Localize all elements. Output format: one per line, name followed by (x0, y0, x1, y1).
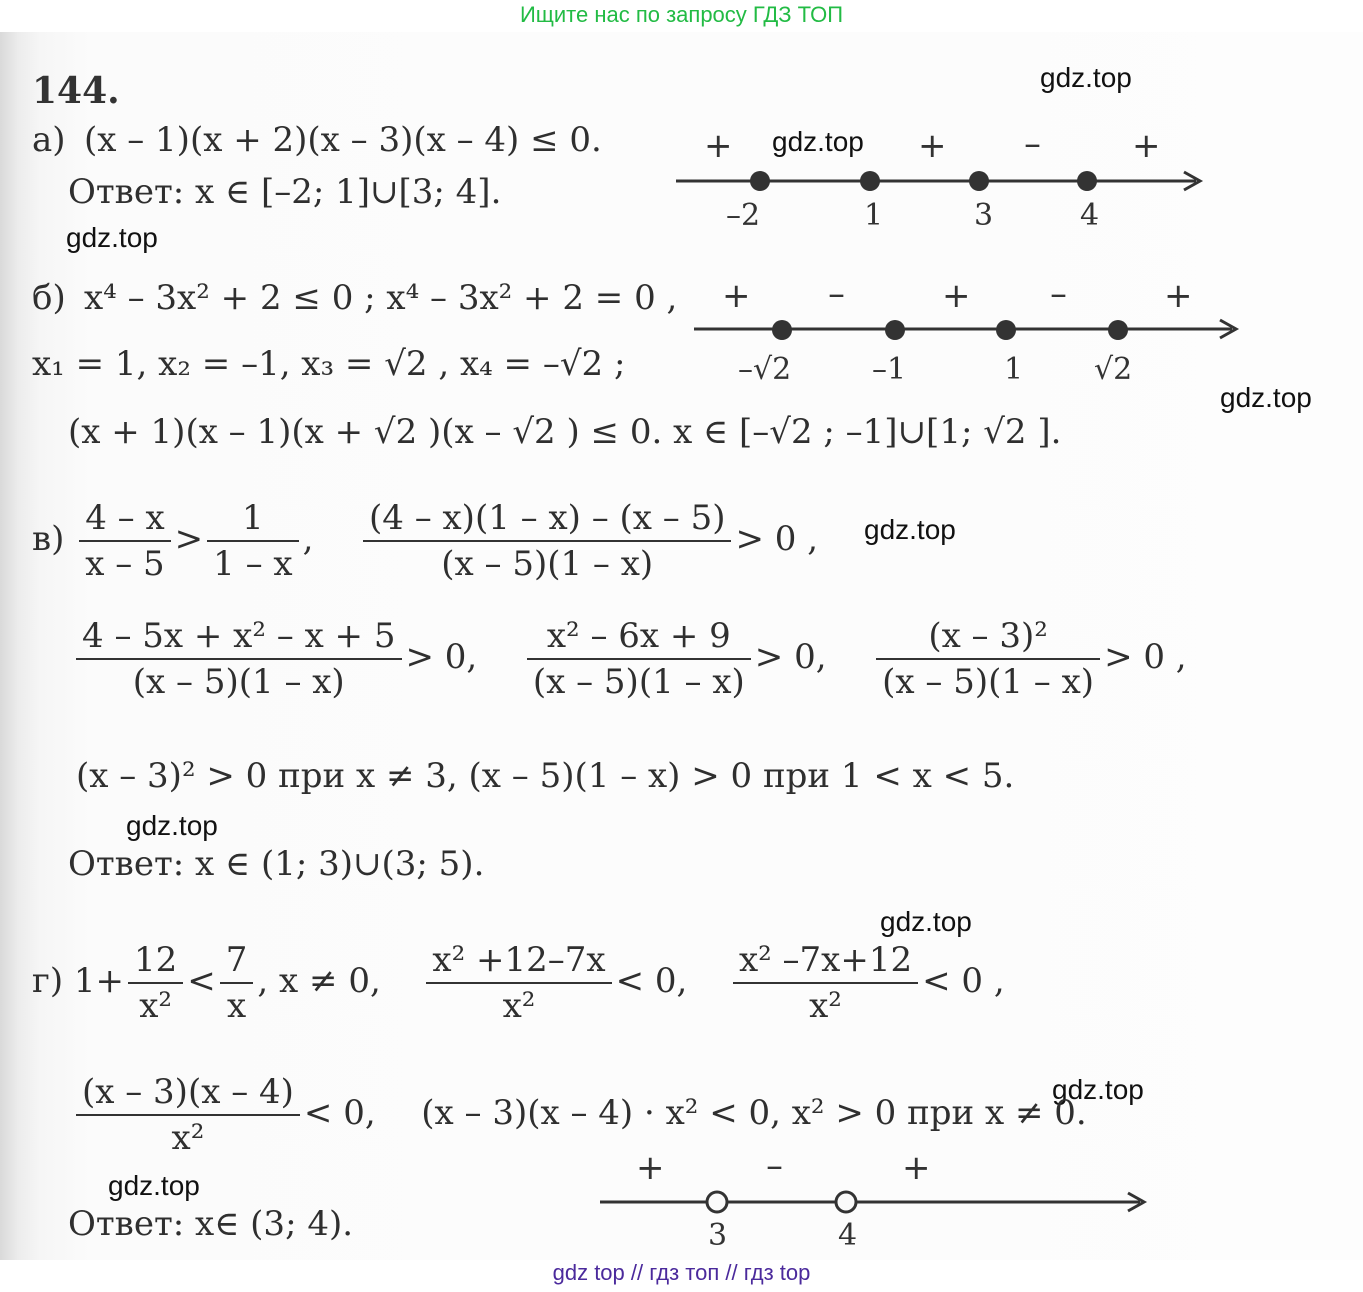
sign-a-1: + (704, 126, 733, 166)
fraction (363, 496, 731, 586)
numerator: x² –7x+12 (733, 938, 918, 984)
number-line-a (676, 168, 1216, 198)
part-v-line1 (32, 494, 818, 586)
part-v-label: в) (32, 519, 65, 559)
fraction (220, 938, 254, 1028)
fraction (76, 614, 402, 704)
point-b-2: –1 (872, 352, 907, 387)
numerator: x² – 6x + 9 (527, 614, 751, 660)
numerator: x² +12–7x (426, 938, 611, 984)
denominator: x² (502, 986, 536, 1026)
operator: > 0, (754, 637, 827, 677)
comma: , (302, 519, 314, 559)
fraction (76, 1070, 300, 1160)
bottom-banner: gdz top // гдз топ // гдз top (552, 1260, 811, 1285)
point-b-4: √2 (1094, 352, 1133, 387)
point-g-1: 3 (708, 1218, 728, 1253)
sign-b-4: – (1050, 274, 1067, 314)
denominator: x² (139, 986, 173, 1026)
operator: > 0 , (1104, 637, 1187, 677)
watermark: gdz.top (880, 906, 972, 937)
part-b-label: б) (32, 278, 66, 318)
watermark: gdz.top (66, 222, 158, 253)
term: 1+ (73, 961, 125, 1001)
operator: < 0, (615, 961, 688, 1001)
operator: > (174, 519, 204, 559)
fraction (527, 614, 751, 704)
fraction (733, 938, 918, 1028)
fraction (79, 496, 170, 586)
watermark: gdz.top (772, 126, 864, 157)
part-g-line1 (32, 936, 1005, 1028)
point-a-3: 3 (974, 198, 994, 233)
point-g-2: 4 (838, 1218, 858, 1253)
part-b-line2: x₁ = 1, x₂ = –1, x₃ = √2 , x₄ = –√2 ; (32, 344, 626, 384)
part-v-answer: Ответ: x ∈ (1; 3)∪(3; 5). (68, 844, 485, 884)
denominator: (x – 5)(1 – x) (882, 662, 1095, 702)
denominator: x – 5 (85, 544, 165, 584)
part-v-line3: (x – 3)² > 0 при x ≠ 3, (x – 5)(1 – x) > 0 при 1 < x < 5. (76, 756, 1015, 796)
sign-a-3: – (1024, 124, 1041, 164)
sign-b-1: + (722, 276, 751, 316)
watermark: gdz.top (1052, 1074, 1144, 1105)
numerator: 7 (220, 938, 254, 984)
denominator: (x – 5)(1 – x) (532, 662, 745, 702)
fraction (426, 938, 611, 1028)
part-g-label: г) (32, 961, 64, 1001)
sign-a-4: + (1132, 126, 1161, 166)
denominator: (x – 5)(1 – x) (132, 662, 345, 702)
numerator: 1 (207, 496, 298, 542)
numerator: (4 – x)(1 – x) – (x – 5) (363, 496, 731, 542)
point-a-1: –2 (726, 198, 761, 233)
top-banner: Ищите нас по запросу ГДЗ ТОП (519, 2, 844, 27)
point-a-2: 1 (864, 198, 884, 233)
number-line-b (694, 316, 1244, 346)
operator: < 0, (303, 1093, 376, 1133)
sign-b-5: + (1164, 276, 1193, 316)
numerator: 4 – x (79, 496, 170, 542)
denominator: x² (809, 986, 842, 1026)
denominator: 1 – x (213, 544, 293, 584)
part-a-inequality: (x – 1)(x + 2)(x – 3)(x – 4) ≤ 0. (84, 120, 602, 160)
part-b-line3: (x + 1)(x – 1)(x + √2 )(x – √2 ) ≤ 0. x ∈ [–√2 ; –1]∪[1; √2 ]. (68, 412, 1062, 452)
part-v-line2 (72, 612, 1187, 704)
sign-g-3: + (902, 1148, 931, 1188)
point-b-1: –√2 (738, 352, 792, 387)
operator: > 0 , (735, 519, 819, 559)
watermark: gdz.top (1040, 62, 1132, 93)
problem-number: 144. (32, 70, 120, 112)
numerator: 12 (128, 938, 183, 984)
fraction (207, 496, 298, 586)
watermark: gdz.top (108, 1170, 200, 1201)
numerator: (x – 3)² (876, 614, 1100, 660)
operator: > 0, (405, 637, 478, 677)
numerator: 4 – 5x + x² – x + 5 (76, 614, 402, 660)
sign-a-2: + (918, 126, 947, 166)
part-a-answer: Ответ: x ∈ [–2; 1]∪[3; 4]. (68, 172, 502, 212)
point-a-4: 4 (1080, 198, 1100, 233)
part-a-label: а) (32, 120, 66, 160)
sign-b-2: – (828, 274, 845, 314)
operator: < (187, 961, 216, 1001)
part-g-tail: (x – 3)(x – 4) · x² < 0, x² > 0 при x ≠ 0. (421, 1093, 1087, 1133)
point-b-3: 1 (1004, 352, 1024, 387)
operator: < 0 , (922, 961, 1005, 1001)
sign-g-2: – (766, 1146, 783, 1186)
watermark: gdz.top (864, 514, 956, 545)
fraction (876, 614, 1100, 704)
numerator: (x – 3)(x – 4) (76, 1070, 300, 1116)
sign-b-3: + (942, 276, 971, 316)
part-b-line1: x⁴ – 3x² + 2 ≤ 0 ; x⁴ – 3x² + 2 = 0 , (84, 278, 678, 318)
denominator: (x – 5)(1 – x) (441, 544, 654, 584)
number-line-g (600, 1190, 1160, 1220)
part-g-line2 (72, 1068, 1087, 1160)
fraction (128, 938, 183, 1028)
part-g-answer: Ответ: x∈ (3; 4). (68, 1204, 354, 1244)
condition: , x ≠ 0, (257, 961, 381, 1001)
denominator: x (227, 986, 247, 1026)
sign-g-1: + (636, 1148, 665, 1188)
watermark: gdz.top (1220, 382, 1312, 413)
watermark: gdz.top (126, 810, 218, 841)
denominator: x² (171, 1118, 205, 1158)
